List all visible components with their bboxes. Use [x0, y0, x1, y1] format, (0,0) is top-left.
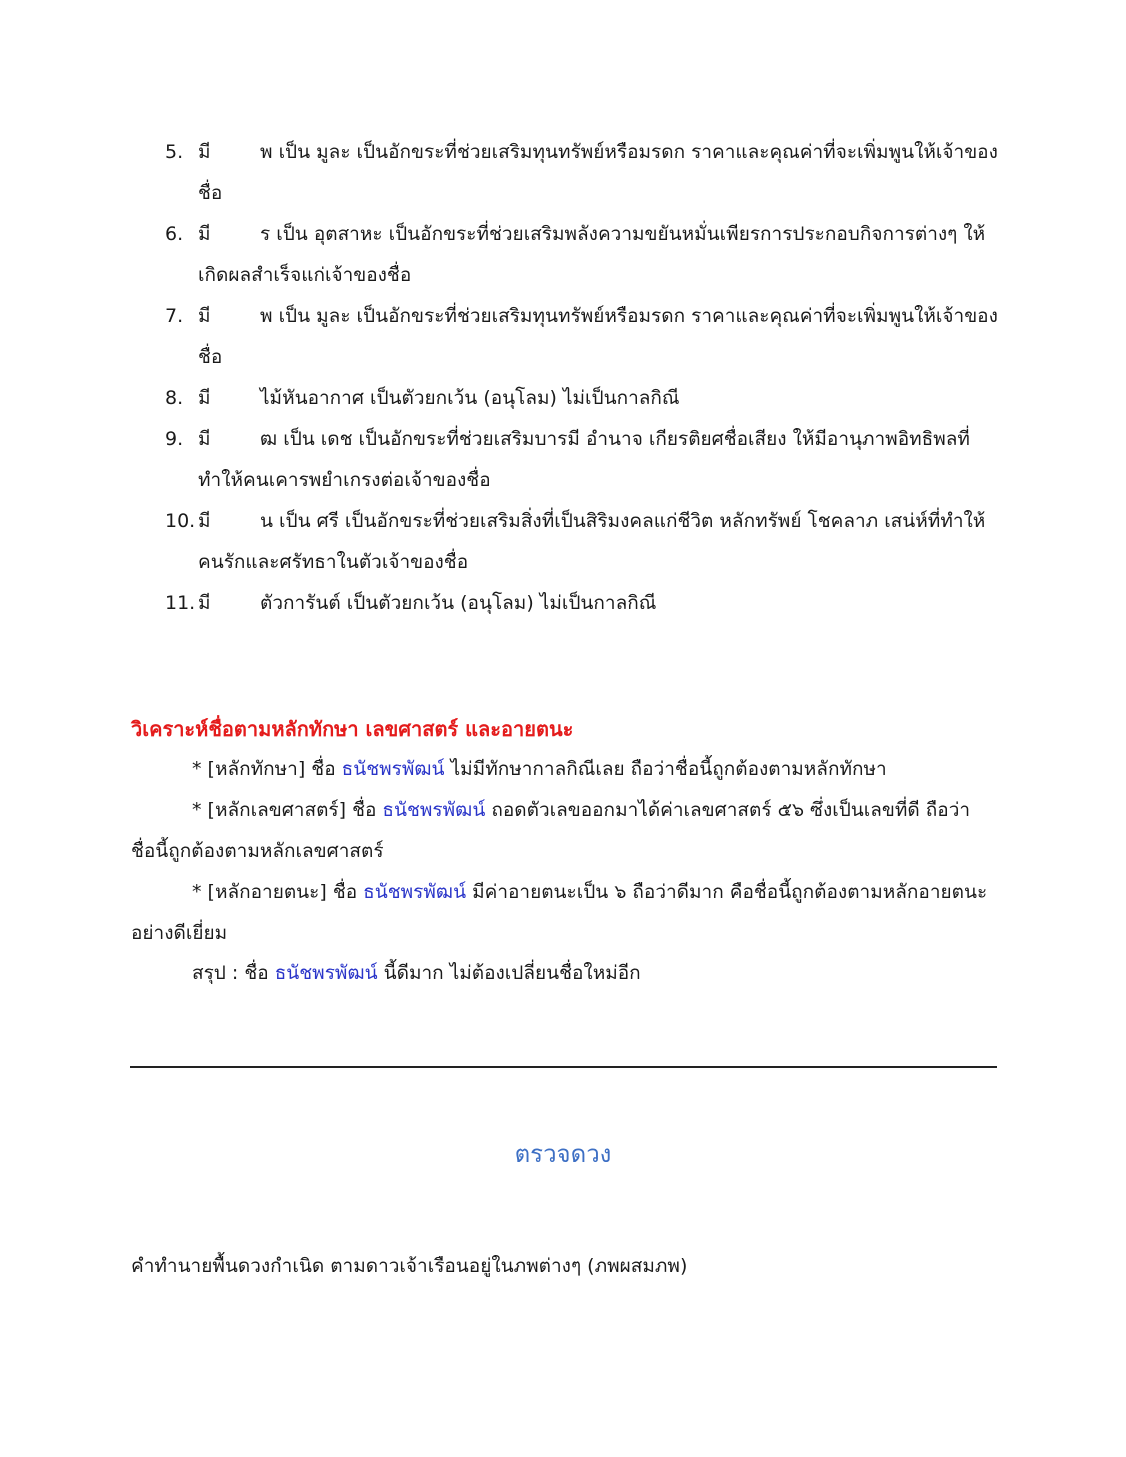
list-number: 5.: [165, 141, 184, 163]
horizontal-divider: [130, 1066, 997, 1068]
list-has-label: มี: [198, 428, 211, 450]
paragraph-lead: * [หลักเลขศาสตร์] ชื่อ: [192, 799, 383, 821]
highlighted-name: ธนัชพรพัฒน์: [274, 962, 378, 984]
numerology-paragraph: [131, 790, 991, 872]
list-text: น เป็น ศรี เป็นอักขระที่ช่วยเสริมสิ่งที่เป็นสิริมงคลแก่ชีวิต หลักทรัพย์ โชคลาภ เสน่ห์ที่ทำให้คนรักและศรัทธาในตัวเจ้าของชื่อ: [198, 510, 986, 573]
paragraph-tail: นี้ดีมาก ไม่ต้องเปลี่ยนชื่อใหม่อีก: [377, 962, 641, 984]
list-number: 9.: [165, 428, 184, 450]
list-text: พ เป็น มูละ เป็นอักขระที่ช่วยเสริมทุนทรัพย์หรือมรดก ราคาและคุณค่าที่จะเพิ่มพูนให้เจ้าของชื่อ: [198, 305, 998, 368]
list-has-label: มี: [198, 223, 211, 245]
list-has-label: มี: [198, 387, 211, 409]
highlighted-name: ธนัชพรพัฒน์: [341, 758, 445, 780]
list-text: ตัวการันต์ เป็นตัวยกเว้น (อนุโลม) ไม่เป็นกาลกิณี: [260, 592, 657, 614]
list-item: [0, 132, 1126, 214]
list-number: 8.: [165, 387, 184, 409]
list-number: 7.: [165, 305, 184, 327]
ayatana-paragraph: [131, 872, 991, 954]
list-item: [0, 583, 1126, 624]
list-item: [0, 419, 1126, 501]
list-has-label: มี: [198, 510, 211, 532]
highlighted-name: ธนัชพรพัฒน์: [363, 881, 467, 903]
paragraph-tail: ถอดตัวเลขออกมาได้ค่าเลขศาสตร์ ๕๖ ซึ่งเป็นเลขที่ดี ถือว่าชื่อนี้ถูกต้องตามหลักเลขศาสตร์: [131, 799, 971, 862]
list-item: [0, 501, 1126, 583]
paragraph-tail: มีค่าอายตนะเป็น ๖ ถือว่าดีมาก คือชื่อนี้ถูกต้องตามหลักอายตนะอย่างดีเยี่ยม: [131, 881, 988, 944]
paragraph-tail: ไม่มีทักษากาลกิณีเลย ถือว่าชื่อนี้ถูกต้องตามหลักทักษา: [444, 758, 887, 780]
list-item: [0, 378, 1126, 419]
analysis-heading: วิเคราะห์ชื่อตามหลักทักษา เลขศาสตร์ และอายตนะ: [131, 717, 574, 741]
list-has-label: มี: [198, 592, 211, 614]
list-number: 10.: [165, 510, 196, 532]
taksa-paragraph: [131, 749, 991, 790]
paragraph-lead: * [หลักทักษา] ชื่อ: [192, 758, 342, 780]
paragraph-lead: * [หลักอายตนะ] ชื่อ: [192, 881, 364, 903]
letter-meaning-list: [0, 132, 1126, 624]
list-text: ไม้หันอากาศ เป็นตัวยกเว้น (อนุโลม) ไม่เป็นกาลกิณี: [260, 387, 680, 409]
highlighted-name: ธนัชพรพัฒน์: [382, 799, 486, 821]
list-has-label: มี: [198, 141, 211, 163]
list-item: [0, 214, 1126, 296]
list-text: ร เป็น อุตสาหะ เป็นอักขระที่ช่วยเสริมพลังความขยันหมั่นเพียรการประกอบกิจการต่างๆ ให้เกิดผลสำเร็จแก่เจ้าของชื่อ: [198, 223, 986, 286]
summary-paragraph: [131, 953, 991, 994]
list-text: พ เป็น มูละ เป็นอักขระที่ช่วยเสริมทุนทรัพย์หรือมรดก ราคาและคุณค่าที่จะเพิ่มพูนให้เจ้าของชื่อ: [198, 141, 998, 204]
horoscope-check-title: ตรวจดวง: [514, 1140, 612, 1168]
paragraph-lead: สรุป : ชื่อ: [192, 962, 275, 984]
list-number: 11.: [165, 592, 196, 614]
list-number: 6.: [165, 223, 184, 245]
prediction-intro-line: คำทำนายพื้นดวงกำเนิด ตามดาวเจ้าเรือนอยู่ในภพต่างๆ (ภพผสมภพ): [131, 1255, 688, 1277]
list-has-label: มี: [198, 305, 211, 327]
list-item: [0, 296, 1126, 378]
list-text: ฒ เป็น เดช เป็นอักขระที่ช่วยเสริมบารมี อำนาจ เกียรติยศชื่อเสียง ให้มีอานุภาพอิทธิพลที่ทำให้คนเคารพยำเกรงต่อเจ้าของชื่อ: [198, 428, 970, 491]
